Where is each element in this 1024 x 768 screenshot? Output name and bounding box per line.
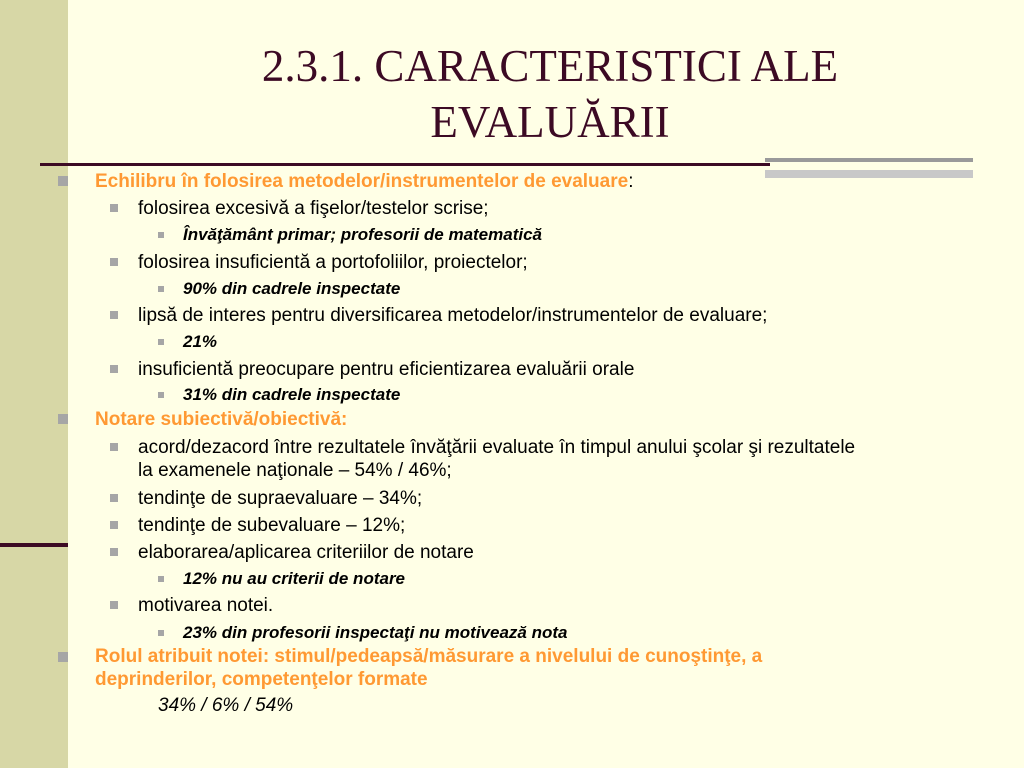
list-subitem: 23% din profesorii inspectaţi nu motivează nota [183, 623, 568, 642]
section-heading-text: Echilibru în folosirea metodelor/instrumentelor de evaluare [95, 171, 629, 192]
square-bullet-icon [110, 494, 118, 502]
section-heading-line-2: deprinderilor, competenţelor formate [95, 669, 428, 690]
section-heading-suffix: : [628, 171, 634, 192]
square-bullet-icon [110, 311, 118, 319]
list-item: folosirea excesivă a fişelor/testelor scrise; [138, 198, 489, 219]
section-note: 34% / 6% / 54% [158, 695, 294, 716]
square-bullet-icon [110, 258, 118, 266]
slide-title-line-2: EVALUĂRII [430, 97, 670, 147]
list-item-line-2: la examenele naţionale – 54% / 46%; [138, 460, 452, 481]
square-bullet-icon [110, 365, 118, 373]
list-item: tendinţe de supraevaluare – 34%; [138, 488, 423, 509]
square-bullet-icon [110, 548, 118, 556]
list-subitem: 12% nu au criterii de notare [183, 569, 406, 588]
list-subitem: 31% din cadrele inspectate [183, 385, 401, 404]
square-bullet-icon [158, 232, 164, 238]
slide-title-line-1: 2.3.1. CARACTERISTICI ALE [261, 41, 839, 91]
section-heading-echilibru [95, 170, 633, 193]
square-bullet-icon [158, 630, 164, 636]
square-bullet-icon [110, 521, 118, 529]
square-bullet-icon [158, 339, 164, 345]
square-bullet-icon [158, 286, 164, 292]
square-bullet-icon [110, 443, 118, 451]
square-bullet-icon [58, 652, 68, 662]
list-item: insuficientă preocupare pentru eficientizarea evaluării orale [138, 359, 635, 380]
list-subitem: 90% din cadrele inspectate [183, 279, 401, 298]
list-item: elaborarea/aplicarea criteriilor de notare [138, 542, 474, 563]
section-heading-line-1: Rolul atribuit notei: stimul/pedeapsă/măsurare a nivelului de cunoştinţe, a [95, 646, 763, 667]
square-bullet-icon [158, 576, 164, 582]
list-item: motivarea notei. [138, 595, 274, 616]
square-bullet-icon [110, 601, 118, 609]
list-subitem: Învăţământ primar; profesorii de matematică [183, 225, 543, 244]
square-bullet-icon [58, 176, 68, 186]
square-bullet-icon [58, 414, 68, 424]
list-item: lipsă de interes pentru diversificarea metodelor/instrumentelor de evaluare; [138, 305, 768, 326]
list-subitem: 21% [183, 332, 218, 351]
list-item: folosirea insuficientă a portofoliilor, proiectelor; [138, 252, 528, 273]
section-heading-notare: Notare subiectivă/obiectivă: [95, 409, 348, 430]
section-heading-rolul [95, 645, 762, 691]
list-item-line-1: acord/dezacord între rezultatele învăţării evaluate în timpul anului şcolar şi rezultatele [138, 437, 856, 458]
square-bullet-icon [110, 204, 118, 212]
square-bullet-icon [158, 392, 164, 398]
list-item: tendinţe de subevaluare – 12%; [138, 515, 406, 536]
list-item [138, 436, 855, 482]
